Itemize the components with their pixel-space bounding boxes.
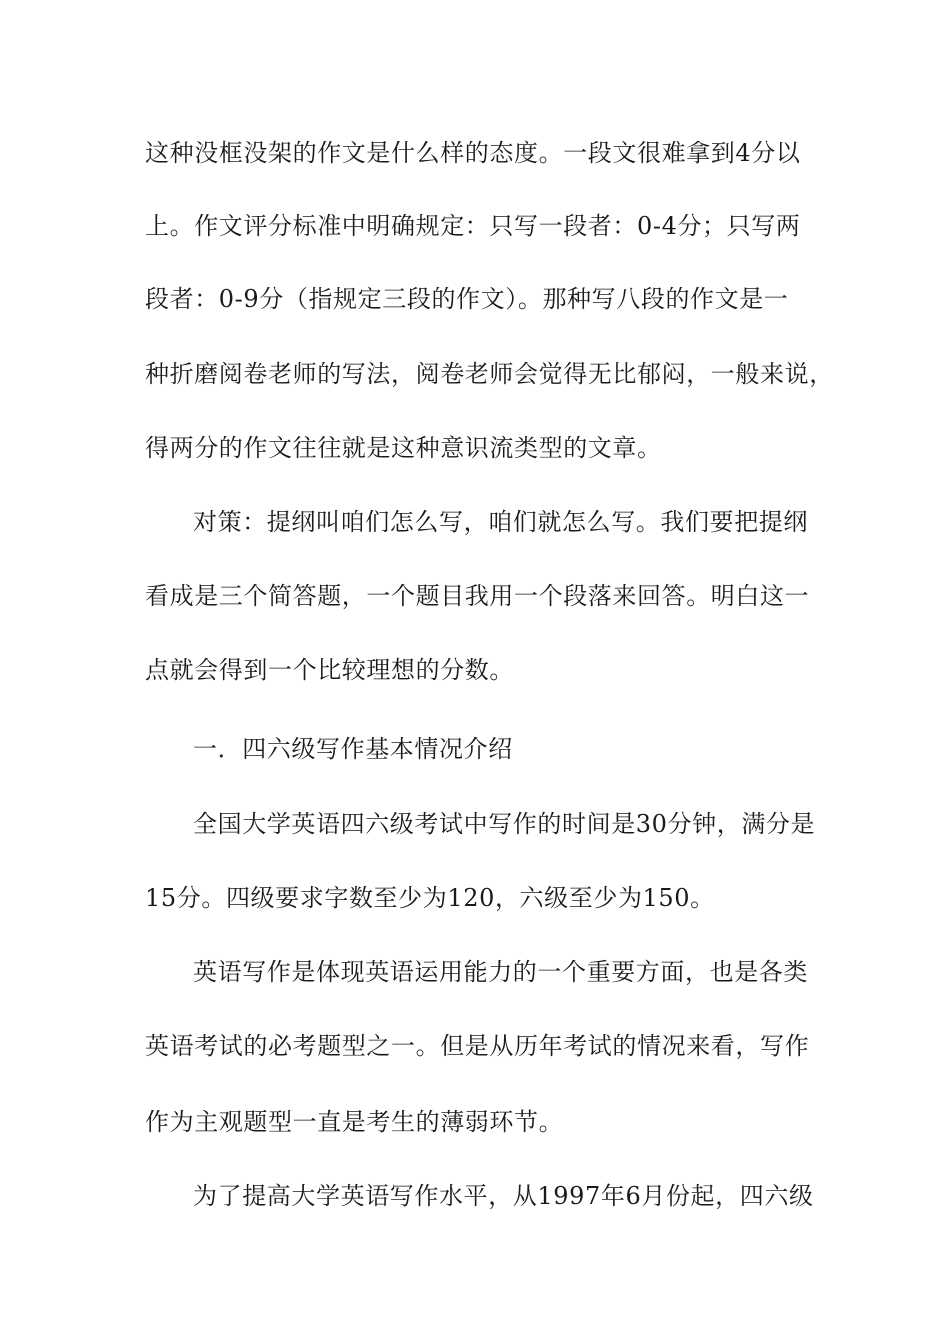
paragraph-line-6: 对策：提纲叫咱们怎么写，咱们就怎么写。我们要把提纲 — [193, 508, 808, 536]
paragraph-line-5: 得两分的作文往往就是这种意识流类型的文章。 — [145, 434, 662, 462]
paragraph-line-8: 点就会得到一个比较理想的分数。 — [145, 656, 514, 684]
paragraph-line-3: 段者：0-9分（指规定三段的作文）。那种写八段的作文是一 — [145, 285, 789, 313]
paragraph-line-12: 英语写作是体现英语运用能力的一个重要方面，也是各类 — [193, 958, 808, 986]
section-heading: 一．四六级写作基本情况介绍 — [193, 735, 513, 763]
paragraph-line-1: 这种没框没架的作文是什么样的态度。一段文很难拿到4分以 — [145, 139, 801, 167]
paragraph-line-11: 15分。四级要求字数至少为120，六级至少为150。 — [145, 884, 715, 912]
paragraph-line-10: 全国大学英语四六级考试中写作的时间是30分钟，满分是 — [193, 810, 816, 838]
paragraph-line-4: 种折磨阅卷老师的写法，阅卷老师会觉得无比郁闷，一般来说， — [145, 360, 834, 388]
paragraph-line-13: 英语考试的必考题型之一。但是从历年考试的情况来看，写作 — [145, 1032, 810, 1060]
paragraph-line-2: 上。作文评分标准中明确规定：只写一段者：0-4分；只写两 — [145, 212, 801, 240]
paragraph-line-14: 作为主观题型一直是考生的薄弱环节。 — [145, 1108, 564, 1136]
paragraph-line-15: 为了提高大学英语写作水平，从1997年6月份起，四六级 — [193, 1182, 814, 1210]
paragraph-line-7: 看成是三个简答题，一个题目我用一个段落来回答。明白这一 — [145, 582, 810, 610]
